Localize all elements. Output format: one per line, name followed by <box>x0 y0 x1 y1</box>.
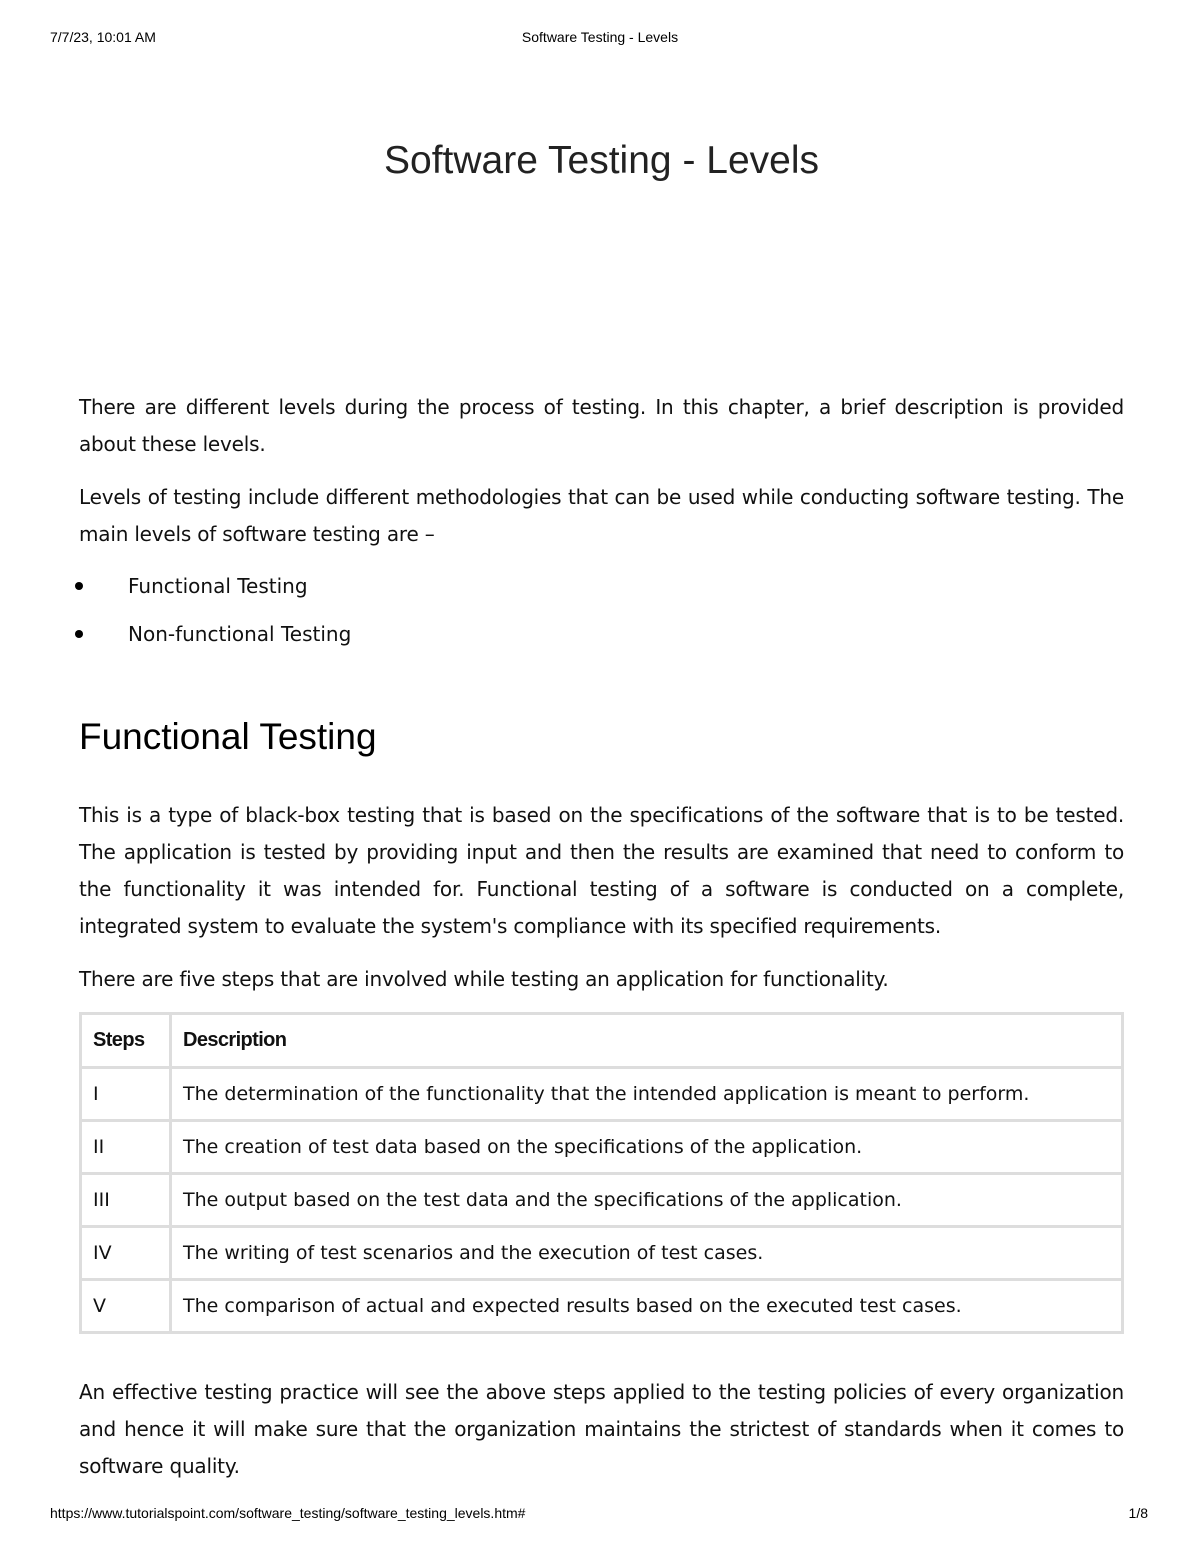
description-cell: The comparison of actual and expected results based on the executed test cases. <box>171 1280 1123 1333</box>
step-cell: II <box>81 1121 171 1174</box>
step-cell: I <box>81 1068 171 1121</box>
steps-table <box>79 1012 1124 1334</box>
table-row <box>81 1280 1123 1333</box>
column-header-steps: Steps <box>81 1014 171 1068</box>
description-cell: The creation of test data based on the specifications of the application. <box>171 1121 1123 1174</box>
step-cell: V <box>81 1280 171 1333</box>
description-cell: The output based on the test data and the specifications of the application. <box>171 1174 1123 1227</box>
table-row <box>81 1174 1123 1227</box>
functional-paragraph-1: This is a type of black-box testing that is based on the specifications of the software that is to be tested. The application is tested by providing input and then the results are examined that need to conform to the functionality it was intended for. Functional testing of a software is conducted on a complete, integrated system to evaluate the system's compliance with its specified requirements. <box>79 803 1124 938</box>
column-header-description: Description <box>171 1014 1123 1068</box>
print-datetime: 7/7/23, 10:01 AM <box>50 29 156 45</box>
description-cell: The determination of the functionality that the intended application is meant to perform. <box>171 1068 1123 1121</box>
step-cell: III <box>81 1174 171 1227</box>
table-row <box>81 1068 1123 1121</box>
print-doc-title: Software Testing - Levels <box>521 29 679 45</box>
list-item-label: Non-functional Testing <box>128 622 352 646</box>
functional-paragraph-2: There are five steps that are involved while testing an application for functionality. <box>79 967 889 991</box>
bullet-icon <box>75 582 83 590</box>
print-footer <box>0 1505 1200 1527</box>
list-item <box>79 615 1124 663</box>
intro-paragraph-2: Levels of testing include different methodologies that can be used while conducting software testing. The main levels of software testing are – <box>79 485 1124 546</box>
list-item <box>79 567 1124 615</box>
description-cell: The writing of test scenarios and the execution of test cases. <box>171 1227 1123 1280</box>
intro-paragraph-1: There are different levels during the process of testing. In this chapter, a brief description is provided about these levels. <box>79 395 1124 456</box>
step-cell: IV <box>81 1227 171 1280</box>
page-title: Software Testing - Levels <box>384 139 819 182</box>
table-row <box>81 1227 1123 1280</box>
page-number: 1/8 <box>1128 1505 1148 1521</box>
section-heading-functional-testing: Functional Testing <box>79 716 377 757</box>
print-header <box>0 29 1200 51</box>
testing-levels-list <box>79 567 1124 663</box>
table-header-row <box>81 1014 1123 1068</box>
source-url: https://www.tutorialspoint.com/software_testing/software_testing_levels.htm# <box>50 1505 526 1521</box>
functional-paragraph-3: An effective testing practice will see the above steps applied to the testing policies of every organization and hence it will make sure that the organization maintains the strictest of standards when it comes to software quality. <box>79 1380 1124 1478</box>
bullet-icon <box>75 630 83 638</box>
table-row <box>81 1121 1123 1174</box>
list-item-label: Functional Testing <box>128 574 308 598</box>
